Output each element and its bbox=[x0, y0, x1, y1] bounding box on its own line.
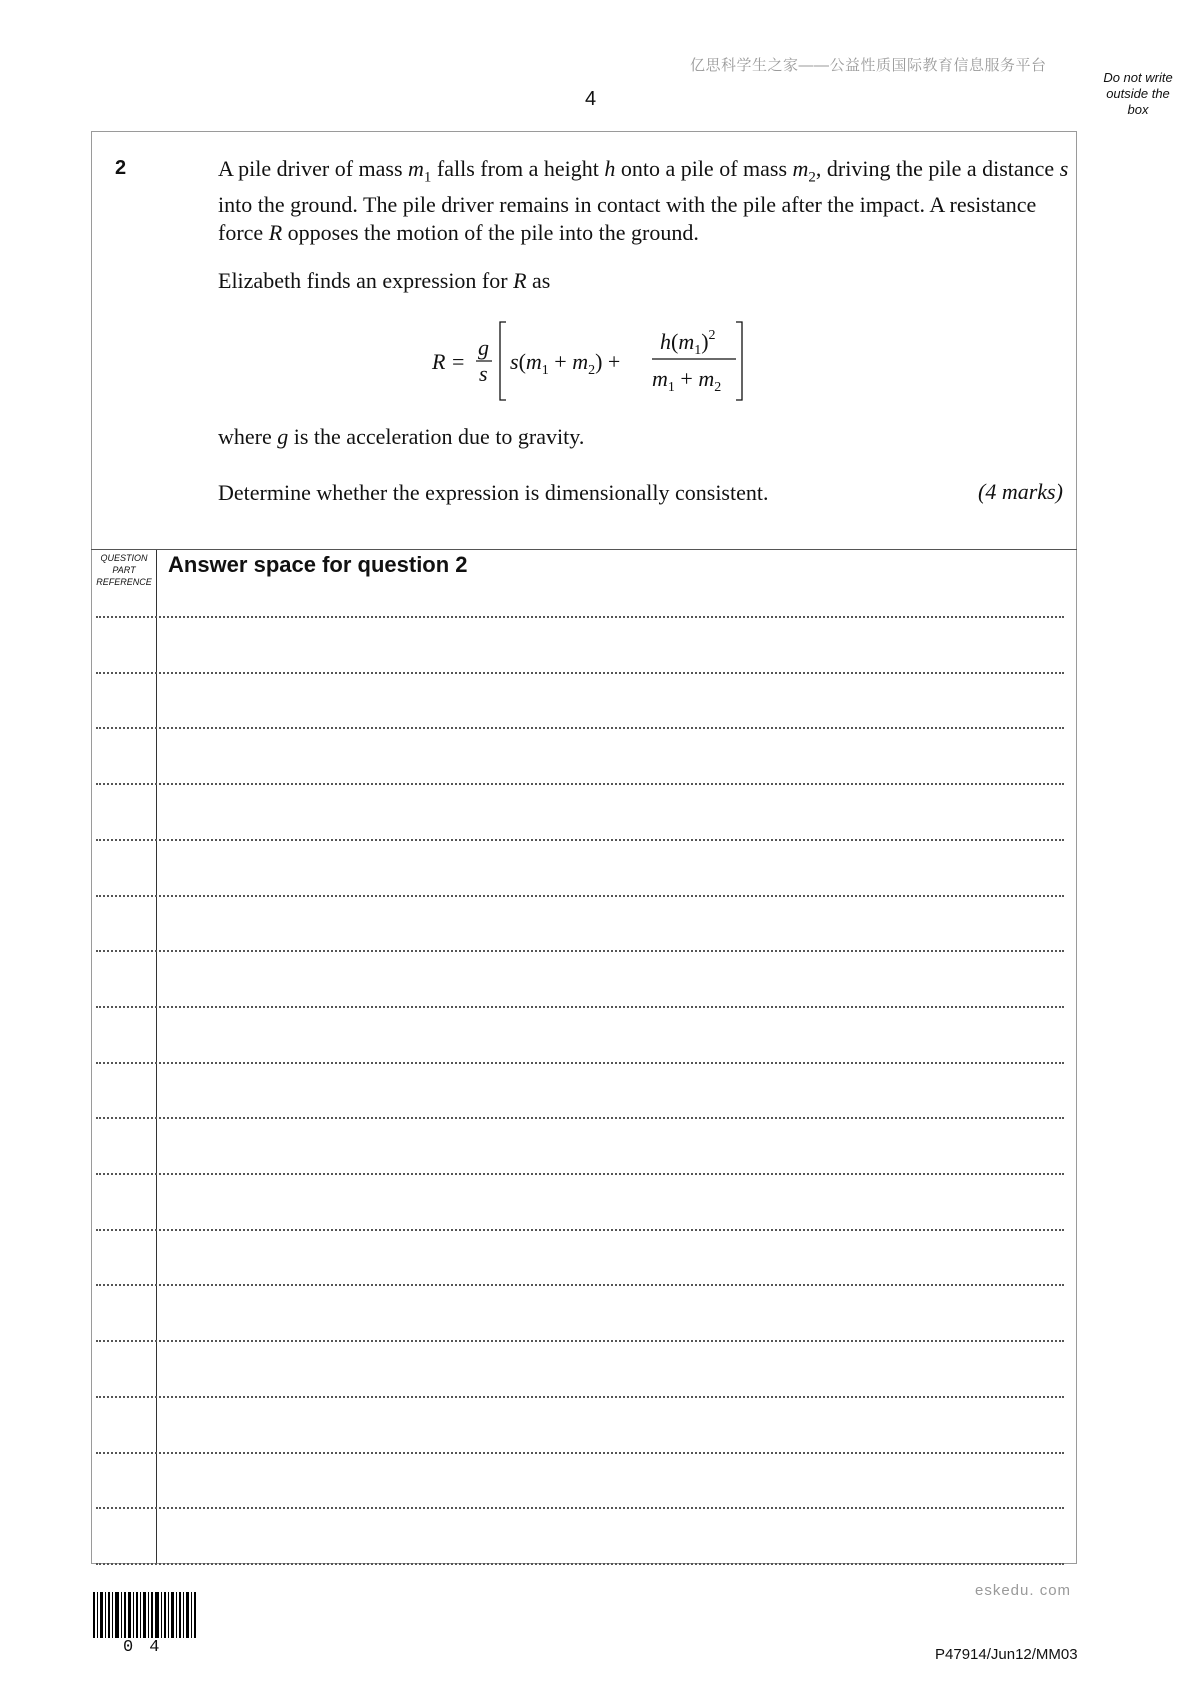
answer-line[interactable] bbox=[96, 672, 1064, 674]
answer-line[interactable] bbox=[96, 727, 1064, 729]
answer-line[interactable] bbox=[96, 950, 1064, 952]
barcode bbox=[93, 1592, 196, 1638]
svg-text:=: = bbox=[452, 349, 465, 374]
answer-line[interactable] bbox=[96, 1173, 1064, 1175]
paper-code: P47914/Jun12/MM03 bbox=[935, 1646, 1078, 1663]
svg-text:s(m1 + m2) +: $s(m_1 + m_2)$ + bbox=[510, 349, 621, 378]
question-number: 2 bbox=[115, 157, 127, 179]
watermark-header: 亿思科学生之家——公益性质国际教育信息服务平台 bbox=[690, 57, 1047, 74]
reference-column-line bbox=[156, 550, 157, 1563]
answer-line[interactable] bbox=[96, 1229, 1064, 1231]
answer-line[interactable] bbox=[96, 1006, 1064, 1008]
answer-divider bbox=[91, 549, 1077, 550]
question-definition: where g is the acceleration due to gravity. bbox=[218, 424, 585, 449]
formula-expression bbox=[430, 318, 760, 404]
barcode-digits: 04 bbox=[123, 1638, 176, 1657]
svg-text:g: g bbox=[478, 335, 489, 360]
answer-line[interactable] bbox=[96, 1507, 1064, 1509]
marks-label: (4 marks) bbox=[978, 479, 1063, 504]
question-stem: A pile driver of mass $m_1$ falls from a height h onto a pile of mass $m_2$, driving the pile a distance s into the ground. The pile driver remains in contact with the pile after the impact. A resistance force R opposes the motion of the pile into the ground. bbox=[218, 156, 1069, 246]
answer-line[interactable] bbox=[96, 1062, 1064, 1064]
svg-text:m1 + m2: $m_1 + m_2$ bbox=[652, 366, 722, 395]
answer-line[interactable] bbox=[96, 1117, 1064, 1119]
answer-line[interactable] bbox=[96, 1563, 1064, 1565]
watermark-footer: eskedu. com bbox=[975, 1582, 1072, 1599]
answer-line[interactable] bbox=[96, 895, 1064, 897]
question-task: Determine whether the expression is dimensionally consistent. bbox=[218, 480, 769, 505]
answer-line[interactable] bbox=[96, 1284, 1064, 1286]
answer-line[interactable] bbox=[96, 1396, 1064, 1398]
margin-note: Do not write outside the box bbox=[1103, 70, 1173, 117]
answer-line[interactable] bbox=[96, 1452, 1064, 1454]
question-part-reference-label: QUESTION PART REFERENCE bbox=[96, 553, 152, 587]
answer-heading: Answer space for question 2 bbox=[168, 552, 468, 577]
svg-text:R: R bbox=[432, 349, 446, 374]
page-number: 4 bbox=[585, 88, 597, 110]
answer-line[interactable] bbox=[96, 616, 1064, 618]
answer-line[interactable] bbox=[96, 1340, 1064, 1342]
question-intro-formula: Elizabeth finds an expression for R as bbox=[218, 268, 551, 293]
svg-text:h(m1)2: $h(m_1)^2$ bbox=[660, 328, 716, 358]
answer-line[interactable] bbox=[96, 839, 1064, 841]
answer-line[interactable] bbox=[96, 783, 1064, 785]
svg-text:s: s bbox=[479, 361, 488, 386]
